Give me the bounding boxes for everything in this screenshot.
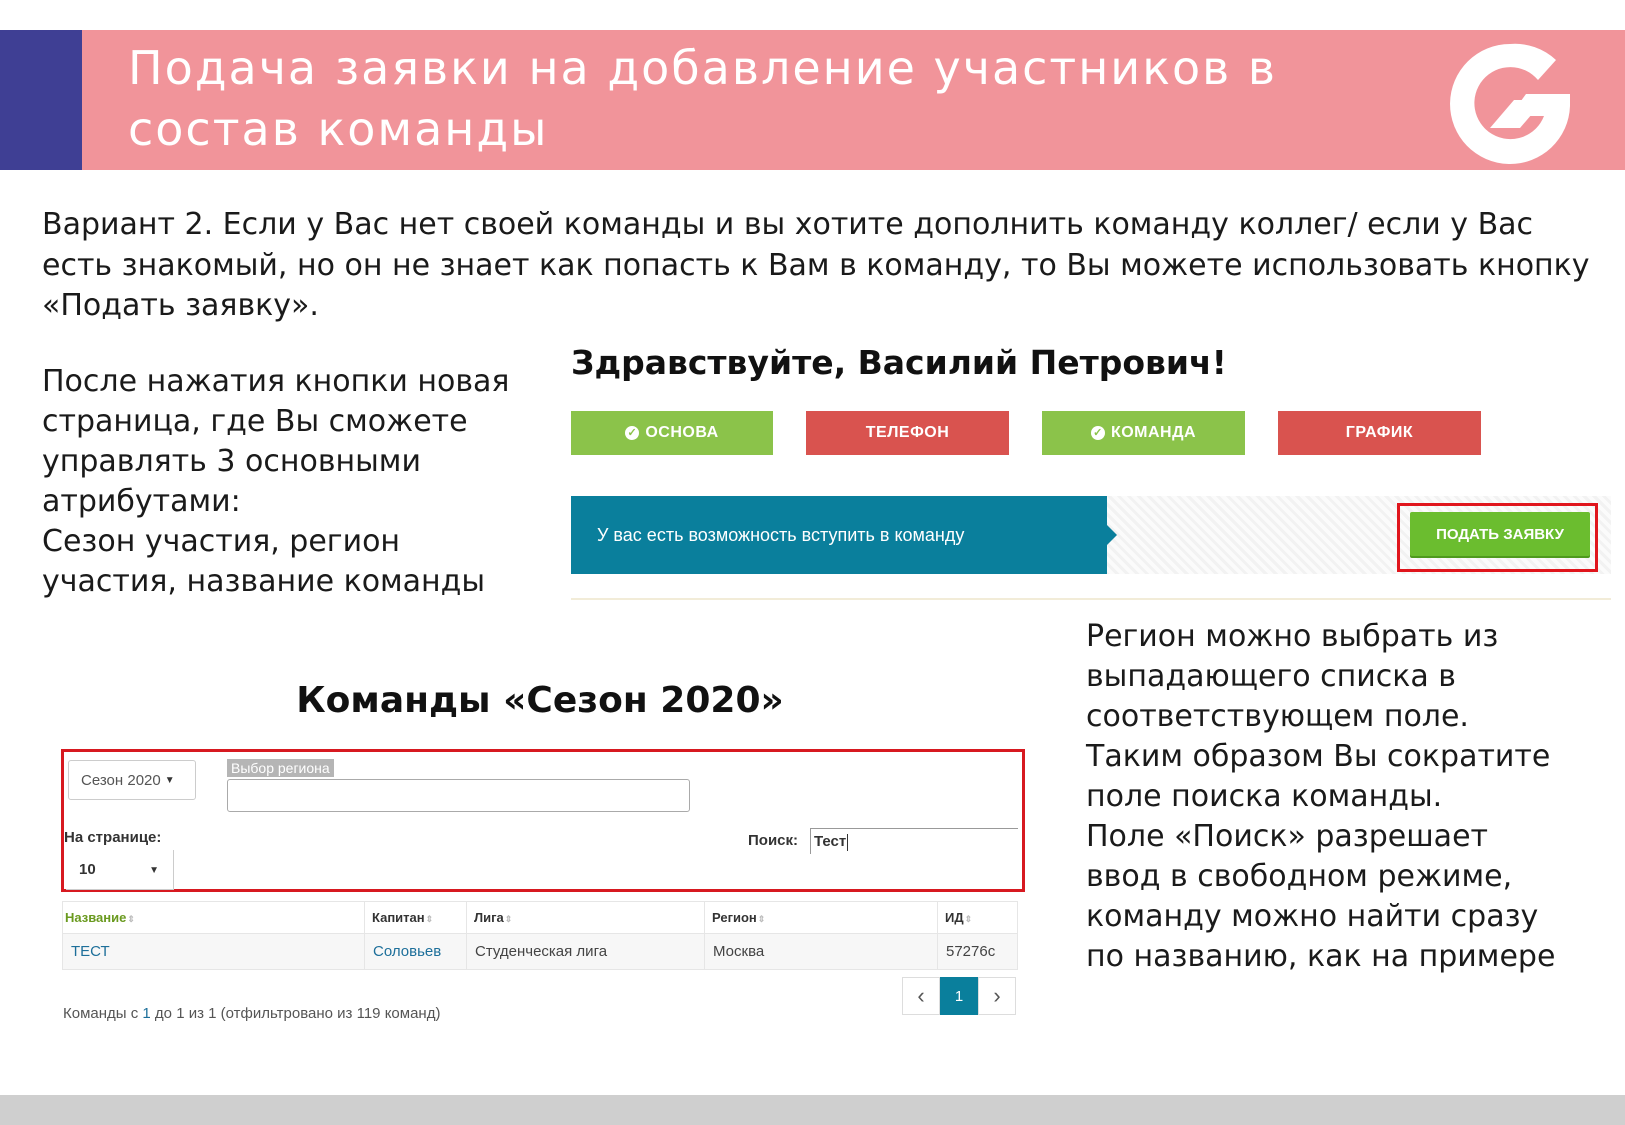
tab-telefon[interactable] — [806, 411, 1009, 455]
left-description-line: участия, название команды — [42, 564, 486, 599]
per-page-label: На странице: — [64, 829, 162, 846]
sort-icon: ⇕ — [757, 914, 766, 924]
notice-message: У вас есть возможность вступить в команду — [571, 496, 1107, 574]
chevron-left-icon: ‹ — [917, 983, 925, 1008]
chevron-right-icon: › — [993, 983, 1001, 1008]
right-description-line: команду можно найти сразу — [1086, 899, 1539, 934]
left-description — [42, 362, 562, 602]
pagination — [902, 977, 1016, 1015]
left-description-line: После нажатия кнопки новая — [42, 364, 510, 399]
per-page-value: 10 — [79, 861, 96, 878]
tab-komanda[interactable] — [1042, 411, 1245, 455]
season-select-value: Сезон 2020 — [81, 771, 161, 789]
search-input[interactable] — [810, 828, 1018, 854]
id-cell: 57276c — [938, 934, 1018, 970]
header-banner — [0, 30, 1625, 170]
search-label: Поиск: — [748, 832, 799, 849]
region-label: Выбор региона — [227, 759, 334, 777]
left-description-line: управлять 3 основными — [42, 444, 421, 479]
per-page-select[interactable] — [66, 850, 174, 890]
season-select[interactable] — [68, 760, 196, 800]
region-select-input[interactable] — [227, 779, 690, 812]
teams-heading: Команды «Сезон 2020» — [296, 680, 784, 721]
search-input-value: Тест — [814, 833, 847, 850]
prev-page-button[interactable] — [902, 977, 940, 1015]
greeting-heading: Здравствуйте, Василий Петрович! — [571, 343, 1227, 382]
right-description-line: Поле «Поиск» разрешает — [1086, 819, 1488, 854]
right-description-line: соответствующем поле. — [1086, 699, 1469, 734]
teams-table — [62, 901, 1018, 970]
left-description-line: страница, где Вы сможете — [42, 404, 468, 439]
sort-icon: ⇕ — [425, 914, 434, 924]
right-description-line: Регион можно выбрать из — [1086, 619, 1499, 654]
right-description-line: по названию, как на примере — [1086, 939, 1556, 974]
intro-paragraph: Вариант 2. Если у Вас нет своей команды и вы хотите дополнить команду коллег/ если у Вас есть знакомый, но он не знает как попасть к Вам в команду, то Вы можете использовать кнопку «Подать заявку». — [42, 207, 1590, 323]
check-circle-icon: ✓ — [625, 426, 639, 440]
tab-label: ГРАФИК — [1345, 424, 1414, 441]
left-description-line: атрибутами: — [42, 484, 241, 519]
sort-icon: ⇕ — [504, 914, 513, 924]
region-cell: Москва — [705, 934, 938, 970]
tab-label: ОСНОВА — [645, 424, 719, 441]
right-description-line: выпадающего списка в — [1086, 659, 1456, 694]
table-row — [63, 934, 1018, 970]
column-header-region[interactable]: Регион⇕ — [705, 902, 938, 934]
sort-icon: ⇕ — [127, 914, 135, 924]
page-title: Подача заявки на добавление участников в состав команды — [128, 41, 1277, 156]
footer-bar — [0, 1095, 1625, 1125]
page-1-button[interactable]: 1 — [940, 977, 978, 1015]
sort-icon: ⇕ — [964, 914, 973, 924]
check-circle-icon: ✓ — [1091, 426, 1105, 440]
left-description-line: Сезон участия, регион — [42, 524, 401, 559]
header-accent-bar — [0, 30, 82, 170]
right-description-line: Таким образом Вы сократите — [1086, 739, 1551, 774]
caret-down-icon: ▼ — [149, 865, 159, 876]
apply-button[interactable]: ПОДАТЬ ЗАЯВКУ — [1410, 512, 1590, 556]
table-info: Команды с 1 до 1 из 1 (отфильтровано из 119 команд) — [63, 1005, 441, 1022]
tab-grafik[interactable] — [1278, 411, 1481, 455]
column-header-league[interactable]: Лига⇕ — [467, 902, 705, 934]
join-team-notice — [571, 496, 1611, 574]
caret-down-icon: ▼ — [164, 774, 175, 786]
column-header-captain[interactable]: Капитан⇕ — [365, 902, 467, 934]
text-cursor — [847, 834, 848, 851]
right-description-line: поле поиска команды. — [1086, 779, 1443, 814]
tab-osnova[interactable] — [571, 411, 773, 455]
g-logo-icon — [1440, 36, 1580, 164]
right-description — [1086, 617, 1616, 977]
next-page-button[interactable] — [978, 977, 1016, 1015]
tab-label: ТЕЛЕФОН — [865, 424, 950, 441]
team-name-link[interactable]: ТЕСТ — [63, 934, 365, 970]
right-description-line: ввод в свободном режиме, — [1086, 859, 1513, 894]
captain-link[interactable]: Соловьев — [365, 934, 467, 970]
notice-arrow — [1107, 525, 1117, 545]
table-header-row — [63, 902, 1018, 934]
column-header-name[interactable]: Название⇕ — [63, 902, 365, 934]
column-header-id[interactable]: ИД⇕ — [938, 902, 1018, 934]
league-cell: Студенческая лига — [467, 934, 705, 970]
divider — [571, 598, 1611, 600]
highlight-frame — [61, 749, 1025, 892]
tab-label: КОМАНДА — [1110, 424, 1197, 441]
